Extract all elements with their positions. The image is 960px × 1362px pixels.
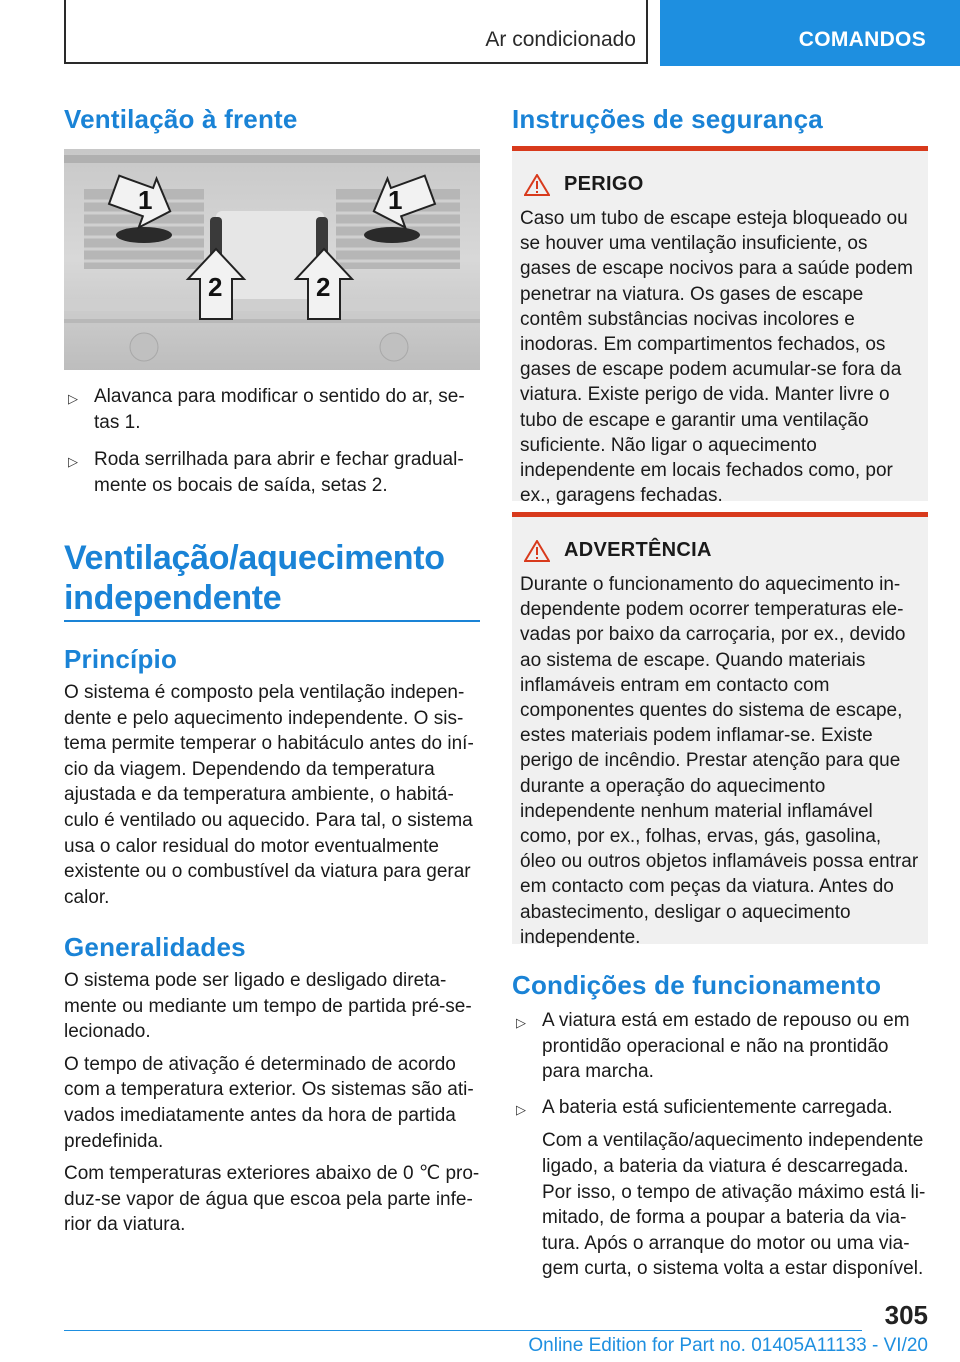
front-vent-heading: Ventilação à frente — [64, 104, 298, 134]
general-paragraph-2: O tempo de ativação é determinado de acordo com a temperatura exterior. Os sistemas são ativados imediatamente antes da hora de partida predefinida. — [64, 1053, 474, 1152]
danger-box — [512, 146, 928, 507]
triangle-bullet-icon: ▷ — [68, 454, 78, 470]
general-paragraph-3: Com temperaturas exteriores abaixo de 0 ℃ produz-se vapor de água que escoa pela parte inferior da viatura. — [64, 1163, 480, 1236]
list-item: ▷ A bateria está suficientemente carregada. Com a ventilação/aquecimento independente ligado, a bateria da viatura é descarregada. Por isso, o tempo de ativação máximo está limitado, de forma a poupar a bateria da viatura. Após o arranque do motor ou uma viagem curta, o sistema volta a estar disponível. — [512, 1095, 928, 1282]
conditions-list — [512, 1008, 928, 1282]
chapter-title: Ar condicionado — [485, 28, 636, 51]
battery-note: Com a ventilação/aquecimento independente ligado, a bateria da viatura é descarregada. Por isso, o tempo de ativação máximo está limitado, de forma a poupar a bateria da viatura. Após o arranque do motor ou uma viagem curta, o sistema volta a estar disponível. — [542, 1130, 926, 1280]
footer-edition: Online Edition for Part no. 01405A11133 - VI/20 — [528, 1335, 928, 1356]
image-label-1-left: 1 — [138, 185, 153, 215]
warning-text: Durante o funcionamento do aquecimento independente podem ocorrer temperaturas elevadas por baixo da carroçaria, por ex., devido ao sistema de escape. Quando materiais inflamáveis entram em contacto com componentes quentes do sistema de escape, estes materiais podem inflamar-se. Existe perigo de incêndio. Prestar atenção para que durante a operação do aquecimento independente nenhum material inflamável como, por ex., folhas, ervas, gás, gasolina, óleo ou outros objetos inflamáveis possa entrar em contacto com peças da viatura. Antes do abastecimento, desligar o aquecimento independente. — [520, 574, 919, 948]
safety-heading: Instruções de segurança — [512, 104, 823, 134]
general-paragraph-1: O sistema pode ser ligado e desligado diretamente ou mediante um tempo de partida pré-selecionado. — [64, 970, 472, 1043]
footer-rule — [64, 1330, 862, 1331]
front-vent-image — [64, 149, 480, 370]
triangle-bullet-icon: ▷ — [68, 391, 78, 406]
front-vent-list — [64, 384, 480, 498]
list-item: ▷ Roda serrilhada para abrir e fechar gradualmente os bocais de saída, setas 2. — [68, 449, 464, 496]
image-label-2-right: 2 — [316, 272, 331, 302]
warning-triangle-icon — [524, 174, 550, 196]
list-item: ▷ A viatura está em estado de repouso ou em prontidão operacional e não na prontidão para marcha. — [516, 1010, 910, 1083]
warning-label: ADVERTÊNCIA — [564, 539, 712, 561]
page-number: 305 — [884, 1300, 928, 1330]
principle-text: O sistema é composto pela ventilação independente e pelo aquecimento independente. O sistema permite temperar o habitáculo antes do início da viagem. Dependendo da temperatura ajustada e da temperatura ambiente, o habitáculo é ventilado ou aquecido. Para tal, o sistema usa o calor residual do motor eventualmente existente ou o combustível da viatura para gerar calor. — [64, 682, 474, 908]
warning-box — [512, 512, 928, 948]
principle-heading: Princípio — [64, 644, 178, 674]
list-item: ▷ Alavanca para modificar o sentido do ar, setas 1. — [68, 386, 465, 433]
heading-rule — [64, 620, 480, 622]
general-body — [64, 968, 480, 1238]
warning-triangle-icon — [524, 540, 550, 562]
conditions-heading: Condições de funcionamento — [512, 970, 882, 1000]
general-heading: Generalidades — [64, 932, 246, 962]
section-tab: COMANDOS — [660, 0, 960, 66]
image-label-2-left: 2 — [208, 272, 223, 302]
warning-header — [520, 539, 920, 562]
triangle-bullet-icon: ▷ — [516, 1101, 526, 1117]
danger-label: PERIGO — [564, 173, 644, 195]
main-heading: Ventilação/aquecimento independente — [64, 539, 445, 617]
triangle-bullet-icon: ▷ — [516, 1015, 526, 1030]
image-label-1-right: 1 — [388, 185, 403, 215]
danger-text: Caso um tubo de escape esteja bloqueado ou se houver uma ventilação insuficiente, os gases de escape nocivos para a saúde podem penetrar na viatura. Os gases de escape contêm substâncias nocivas incolores e inodoras. Em compartimentos fechados, os gases de escape podem acumular-se fora da viatura. Existe perigo de vida. Manter livre o tubo de escape e garantir uma ventilação suficiente. Não ligar o aquecimento independente em locais fechados como, por ex., garagens fechadas. — [520, 208, 913, 507]
danger-header — [520, 173, 920, 196]
